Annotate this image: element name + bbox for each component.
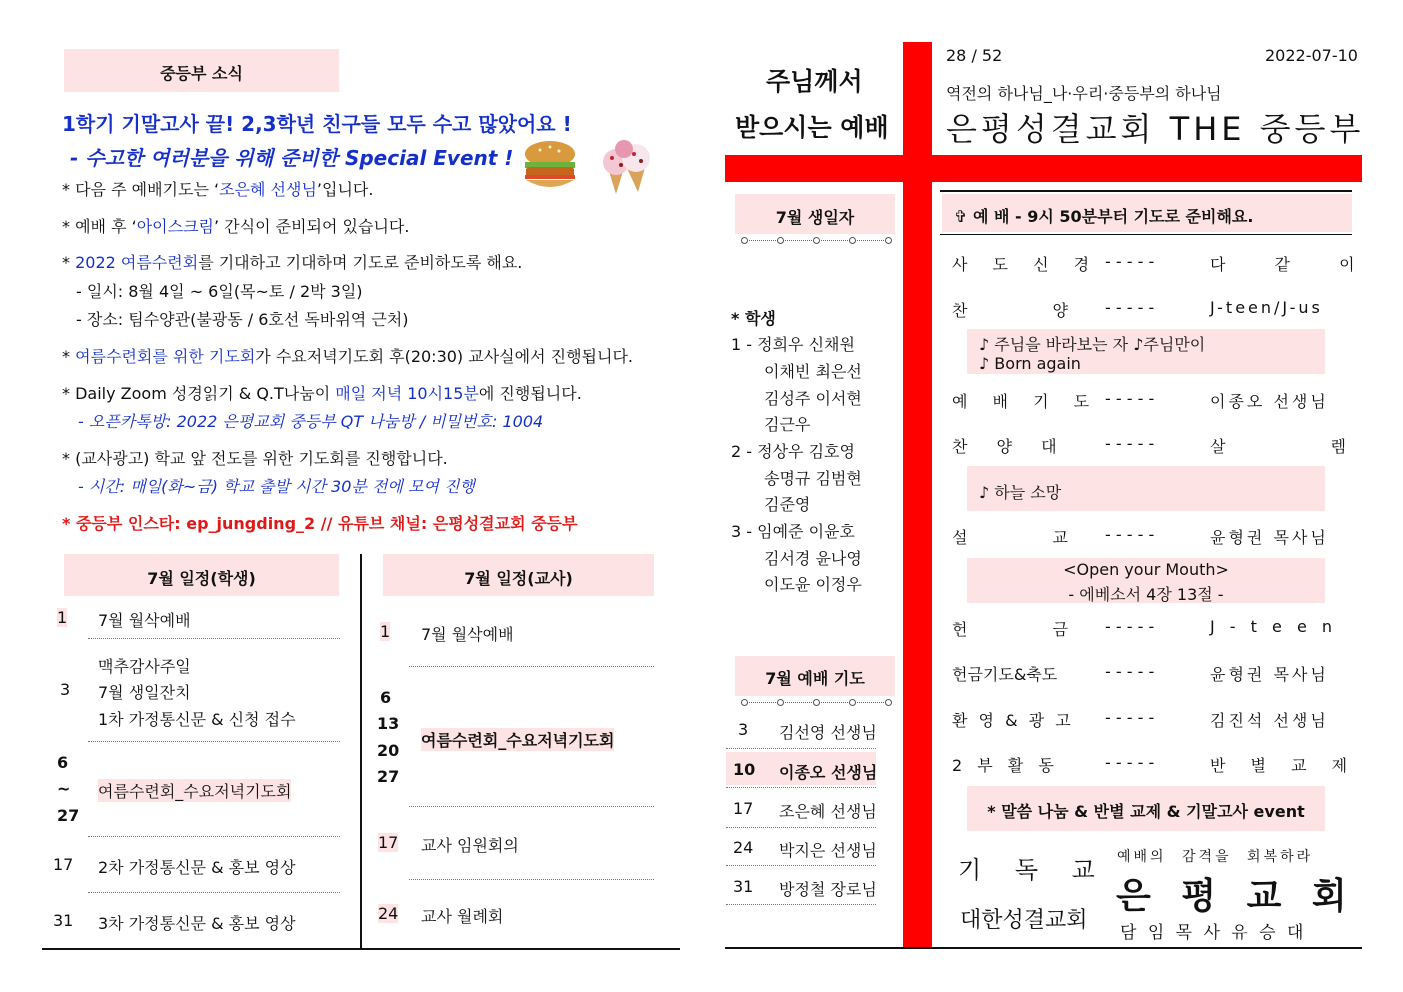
notice-retreat-place: - 장소: 팀수양관(불광동 / 6호선 독바위역 근처) <box>76 310 409 329</box>
worship-header: ✞ 예 배 - 9시 50분부터 기도로 준비해요. <box>954 207 1254 226</box>
worship-item-value: 다 같 이 <box>1210 255 1377 274</box>
birthday-line: 송명규 김범현 <box>764 469 862 488</box>
prayer-name: 방정철 장로님 <box>779 880 877 899</box>
burger-icon <box>522 138 578 194</box>
divider <box>726 904 876 905</box>
prayer-day: 10 <box>733 760 756 779</box>
schedule-text: 1차 가정통신문 & 신청 접수 <box>98 710 296 729</box>
schedule-text: 교사 월례회 <box>421 907 504 926</box>
schedule-day: 27 <box>377 767 400 786</box>
birthday-line: 2 - 정상우 김호영 <box>731 442 855 461</box>
schedule-students-title: 7월 일정(학생) <box>147 569 256 588</box>
page-number: 28 / 52 <box>946 46 1003 65</box>
notice-retreat-date: - 일시: 8월 4일 ~ 6일(목~토 / 2박 3일) <box>76 282 363 301</box>
schedule-day: ~ <box>57 779 71 798</box>
divider <box>409 806 654 807</box>
notice-text: ’ 간식이 준비되어 있습니다. <box>214 217 410 236</box>
worship-item-value: 김진석 선생님 <box>1210 711 1329 730</box>
worship-item-value: J - t e e n <box>1210 617 1333 636</box>
divider <box>409 879 654 880</box>
worship-dash: - - - - - <box>1105 252 1155 271</box>
worship-item-value: 이종오 선생님 <box>1210 392 1329 411</box>
schedule-teachers-title: 7월 일정(교사) <box>464 569 573 588</box>
prayer-name: 조은혜 선생님 <box>779 802 877 821</box>
worship-top-rule <box>940 190 1352 192</box>
worship-dash: - - - - - <box>1105 389 1155 408</box>
birthday-title: 7월 생일자 <box>775 208 855 227</box>
divider <box>88 741 340 742</box>
notice-teacher-time: - 시간: 매일(화~금) 학교 출발 시간 30분 전에 모여 진행 <box>78 477 475 496</box>
schedule-text: 7월 생일잔치 <box>98 683 191 702</box>
schedule-text: 3차 가정통신문 & 홍보 영상 <box>98 914 296 933</box>
schedule-text: 7월 월삭예배 <box>421 625 514 644</box>
worship-dash: - - - - - <box>1105 617 1155 636</box>
birthday-line: 이채빈 최은선 <box>764 362 862 381</box>
schedule-day: 17 <box>53 855 74 874</box>
divider <box>726 865 876 866</box>
notice-text: * 다음 주 예배기도는 ‘ <box>62 180 220 199</box>
divider <box>88 892 340 893</box>
divider <box>726 748 876 749</box>
birthday-line: 3 - 임예준 이윤호 <box>731 522 855 541</box>
divider <box>726 827 876 828</box>
news-title: 중등부 소식 <box>160 64 243 83</box>
worship-item-value: 윤형권 목사님 <box>1210 665 1329 684</box>
footer-kidokgyo: 기 독 교 <box>958 856 1095 884</box>
notice-text: * <box>62 253 76 272</box>
prayer-chain-divider <box>743 702 890 711</box>
birthday-line: 1 - 정희우 신채원 <box>731 335 855 354</box>
prayer-name: 김선영 선생님 <box>779 723 877 742</box>
worship-item-value: J-teen/J-us <box>1210 298 1323 317</box>
worship-item-value: 살 렘 <box>1210 437 1346 456</box>
notice-teacher-prayer: * (교사광고) 학교 앞 전도를 위한 기도회를 진행합니다. <box>62 449 448 468</box>
schedule-day: 13 <box>377 714 400 733</box>
birthday-label: * 학생 <box>731 309 776 328</box>
cross-horizontal-bar <box>725 155 1362 182</box>
worship-item-label: 찬 양 <box>952 301 1068 320</box>
church-subtitle: 역전의 하나님_나·우리·중등부의 하나님 <box>946 84 1222 103</box>
worship-item-label: 헌금기도&축도 <box>952 665 1058 684</box>
notice-text: * 예배 후 ‘ <box>62 217 137 236</box>
notice-text: ’입니다. <box>316 180 374 199</box>
worship-dash: - - - - - <box>1105 434 1155 453</box>
worship-dash: - - - - - <box>1105 662 1155 681</box>
notice-prayer-next-week <box>62 177 373 200</box>
song-box-1 <box>967 329 1325 374</box>
divider <box>409 666 654 667</box>
headline-1: 1학기 기말고사 끝! 2,3학년 친구들 모두 수고 많았어요 ! <box>62 112 572 136</box>
prayer-name: 이종오 선생님 <box>779 763 878 782</box>
right-bottom-rule <box>725 947 1362 949</box>
birthday-line: 김근우 <box>764 415 811 434</box>
prayer-day: 31 <box>733 877 754 896</box>
song-title: ♪ 하늘 소망 <box>979 483 1062 502</box>
prayer-name: 박지은 선생님 <box>779 841 877 860</box>
footer-motto: 예배의 감격을 회복하라 <box>1117 849 1314 865</box>
schedule-day: 1 <box>57 608 68 627</box>
notice-daily-zoom <box>62 381 582 404</box>
prayer-title-box <box>735 656 895 696</box>
sermon-verse: - 에베소서 4장 13절 - <box>1068 585 1224 604</box>
birthday-line: 김서경 윤나영 <box>764 549 862 568</box>
schedule-text: 2차 가정통신문 & 홍보 영상 <box>98 858 296 877</box>
worship-item-label: 2 부 활 동 <box>952 756 1054 775</box>
birthday-line: 김성주 이서현 <box>764 389 862 408</box>
divider <box>88 836 340 837</box>
sermon-box <box>967 558 1325 603</box>
worship-item-label: 찬 양 대 <box>952 437 1057 456</box>
song-title: ♪ 주님을 바라보는 자 ♪주님만이 <box>979 335 1206 354</box>
notice-text: 에 진행됩니다. <box>478 384 582 403</box>
schedule-day: 31 <box>53 911 74 930</box>
prayer-day: 24 <box>733 838 754 857</box>
worship-item-value: 반 별 교 제 <box>1210 756 1348 775</box>
schedule-divider <box>360 554 362 950</box>
news-title-box <box>64 49 339 92</box>
notice-summer-retreat <box>62 250 522 273</box>
footer-daehan: 대한성결교회 <box>960 908 1088 933</box>
notice-highlight: 매일 저녁 10시15분 <box>335 384 479 403</box>
birthday-line: 김준영 <box>764 495 811 514</box>
schedule-students-title-box <box>64 554 339 596</box>
worship-item-label: 사 도 신 경 <box>952 255 1100 274</box>
notice-text: 를 기대하고 기대하며 기도로 준비하도록 해요. <box>198 253 523 272</box>
schedule-text: 여름수련회_수요저녁기도회 <box>421 728 614 751</box>
notice-text: * <box>62 347 76 366</box>
song-title: ♪ Born again <box>979 354 1081 373</box>
worship-header-rule <box>940 234 1352 235</box>
schedule-day: 20 <box>377 741 400 760</box>
birthday-chain-divider <box>743 240 890 249</box>
notice-kakao-room: - 오픈카톡방: 2022 은평교회 중등부 QT 나눔방 / 비밀번호: 1004 <box>78 412 544 431</box>
notice-highlight: 아이스크림 <box>136 217 214 236</box>
notice-highlight: 2022 여름수련회 <box>75 253 199 272</box>
worship-item-label: 설 교 <box>952 528 1068 547</box>
worship-dash: - - - - - <box>1105 753 1155 772</box>
schedule-day: 3 <box>60 680 71 699</box>
notice-highlight: 여름수련회를 위한 기도회 <box>75 347 256 366</box>
worship-header-box <box>942 194 1352 232</box>
notice-ice-cream <box>62 214 409 237</box>
notice-highlight: 조은혜 선생님 <box>219 180 317 199</box>
worship-dash: - - - - - <box>1105 298 1155 317</box>
notice-text: * Daily Zoom 성경읽기 & Q.T나눔이 <box>62 384 336 403</box>
activity-text: * 말씀 나눔 & 반별 교제 & 기말고사 event <box>987 802 1305 821</box>
schedule-day: 6 <box>57 753 69 772</box>
slogan-line-1: 주님께서 <box>766 67 863 96</box>
schedule-teachers-title-box <box>383 554 654 596</box>
worship-dash: - - - - - <box>1105 525 1155 544</box>
worship-item-value: 윤형권 목사님 <box>1210 528 1329 547</box>
sermon-title: <Open your Mouth> <box>1063 560 1229 579</box>
birthday-line: 이도윤 이정우 <box>764 575 862 594</box>
worship-dash: - - - - - <box>1105 708 1155 727</box>
schedule-day: 24 <box>378 904 399 923</box>
bulletin-date: 2022-07-10 <box>1265 46 1358 65</box>
worship-item-label: 예 배 기 도 <box>952 392 1100 411</box>
notice-retreat-prayer <box>62 344 633 367</box>
divider <box>88 638 340 639</box>
schedule-day: 17 <box>378 833 399 852</box>
divider <box>726 787 876 788</box>
slogan-line-2: 받으시는 예배 <box>735 113 889 142</box>
footer-pastor: 담 임 목 사 유 승 대 <box>1120 923 1307 943</box>
schedule-text: 교사 임원회의 <box>421 836 519 855</box>
left-bottom-rule <box>42 948 680 950</box>
schedule-text: 맥추감사주일 <box>98 657 191 676</box>
schedule-text: 여름수련회_수요저녁기도회 <box>98 779 291 802</box>
headline-2: - 수고한 여러분을 위해 준비한 Special Event ! <box>70 146 514 170</box>
footer-church-name: 은 평 교 회 <box>1116 876 1347 917</box>
notice-sns: * 중등부 인스타: ep_jungding_2 // 유튜브 채널: 은평성결교회 중등부 <box>62 514 578 533</box>
prayer-day: 3 <box>738 720 749 739</box>
worship-item-label: 헌 금 <box>952 620 1068 639</box>
activity-box <box>967 786 1325 831</box>
schedule-day: 27 <box>57 806 80 825</box>
worship-item-label: 환 영 & 광 고 <box>952 711 1074 730</box>
church-title: 은평성결교회 THE 중등부 <box>946 110 1365 148</box>
song-box-2 <box>967 466 1325 511</box>
ice-cream-icon <box>594 138 656 196</box>
birthday-title-box <box>735 194 895 234</box>
schedule-text: 7월 월삭예배 <box>98 611 191 630</box>
prayer-day: 17 <box>733 799 754 818</box>
prayer-title: 7월 예배 기도 <box>765 669 865 688</box>
schedule-day: 1 <box>380 622 391 641</box>
notice-text: 가 수요저녁기도회 후(20:30) 교사실에서 진행됩니다. <box>255 347 633 366</box>
schedule-day: 6 <box>380 688 392 707</box>
